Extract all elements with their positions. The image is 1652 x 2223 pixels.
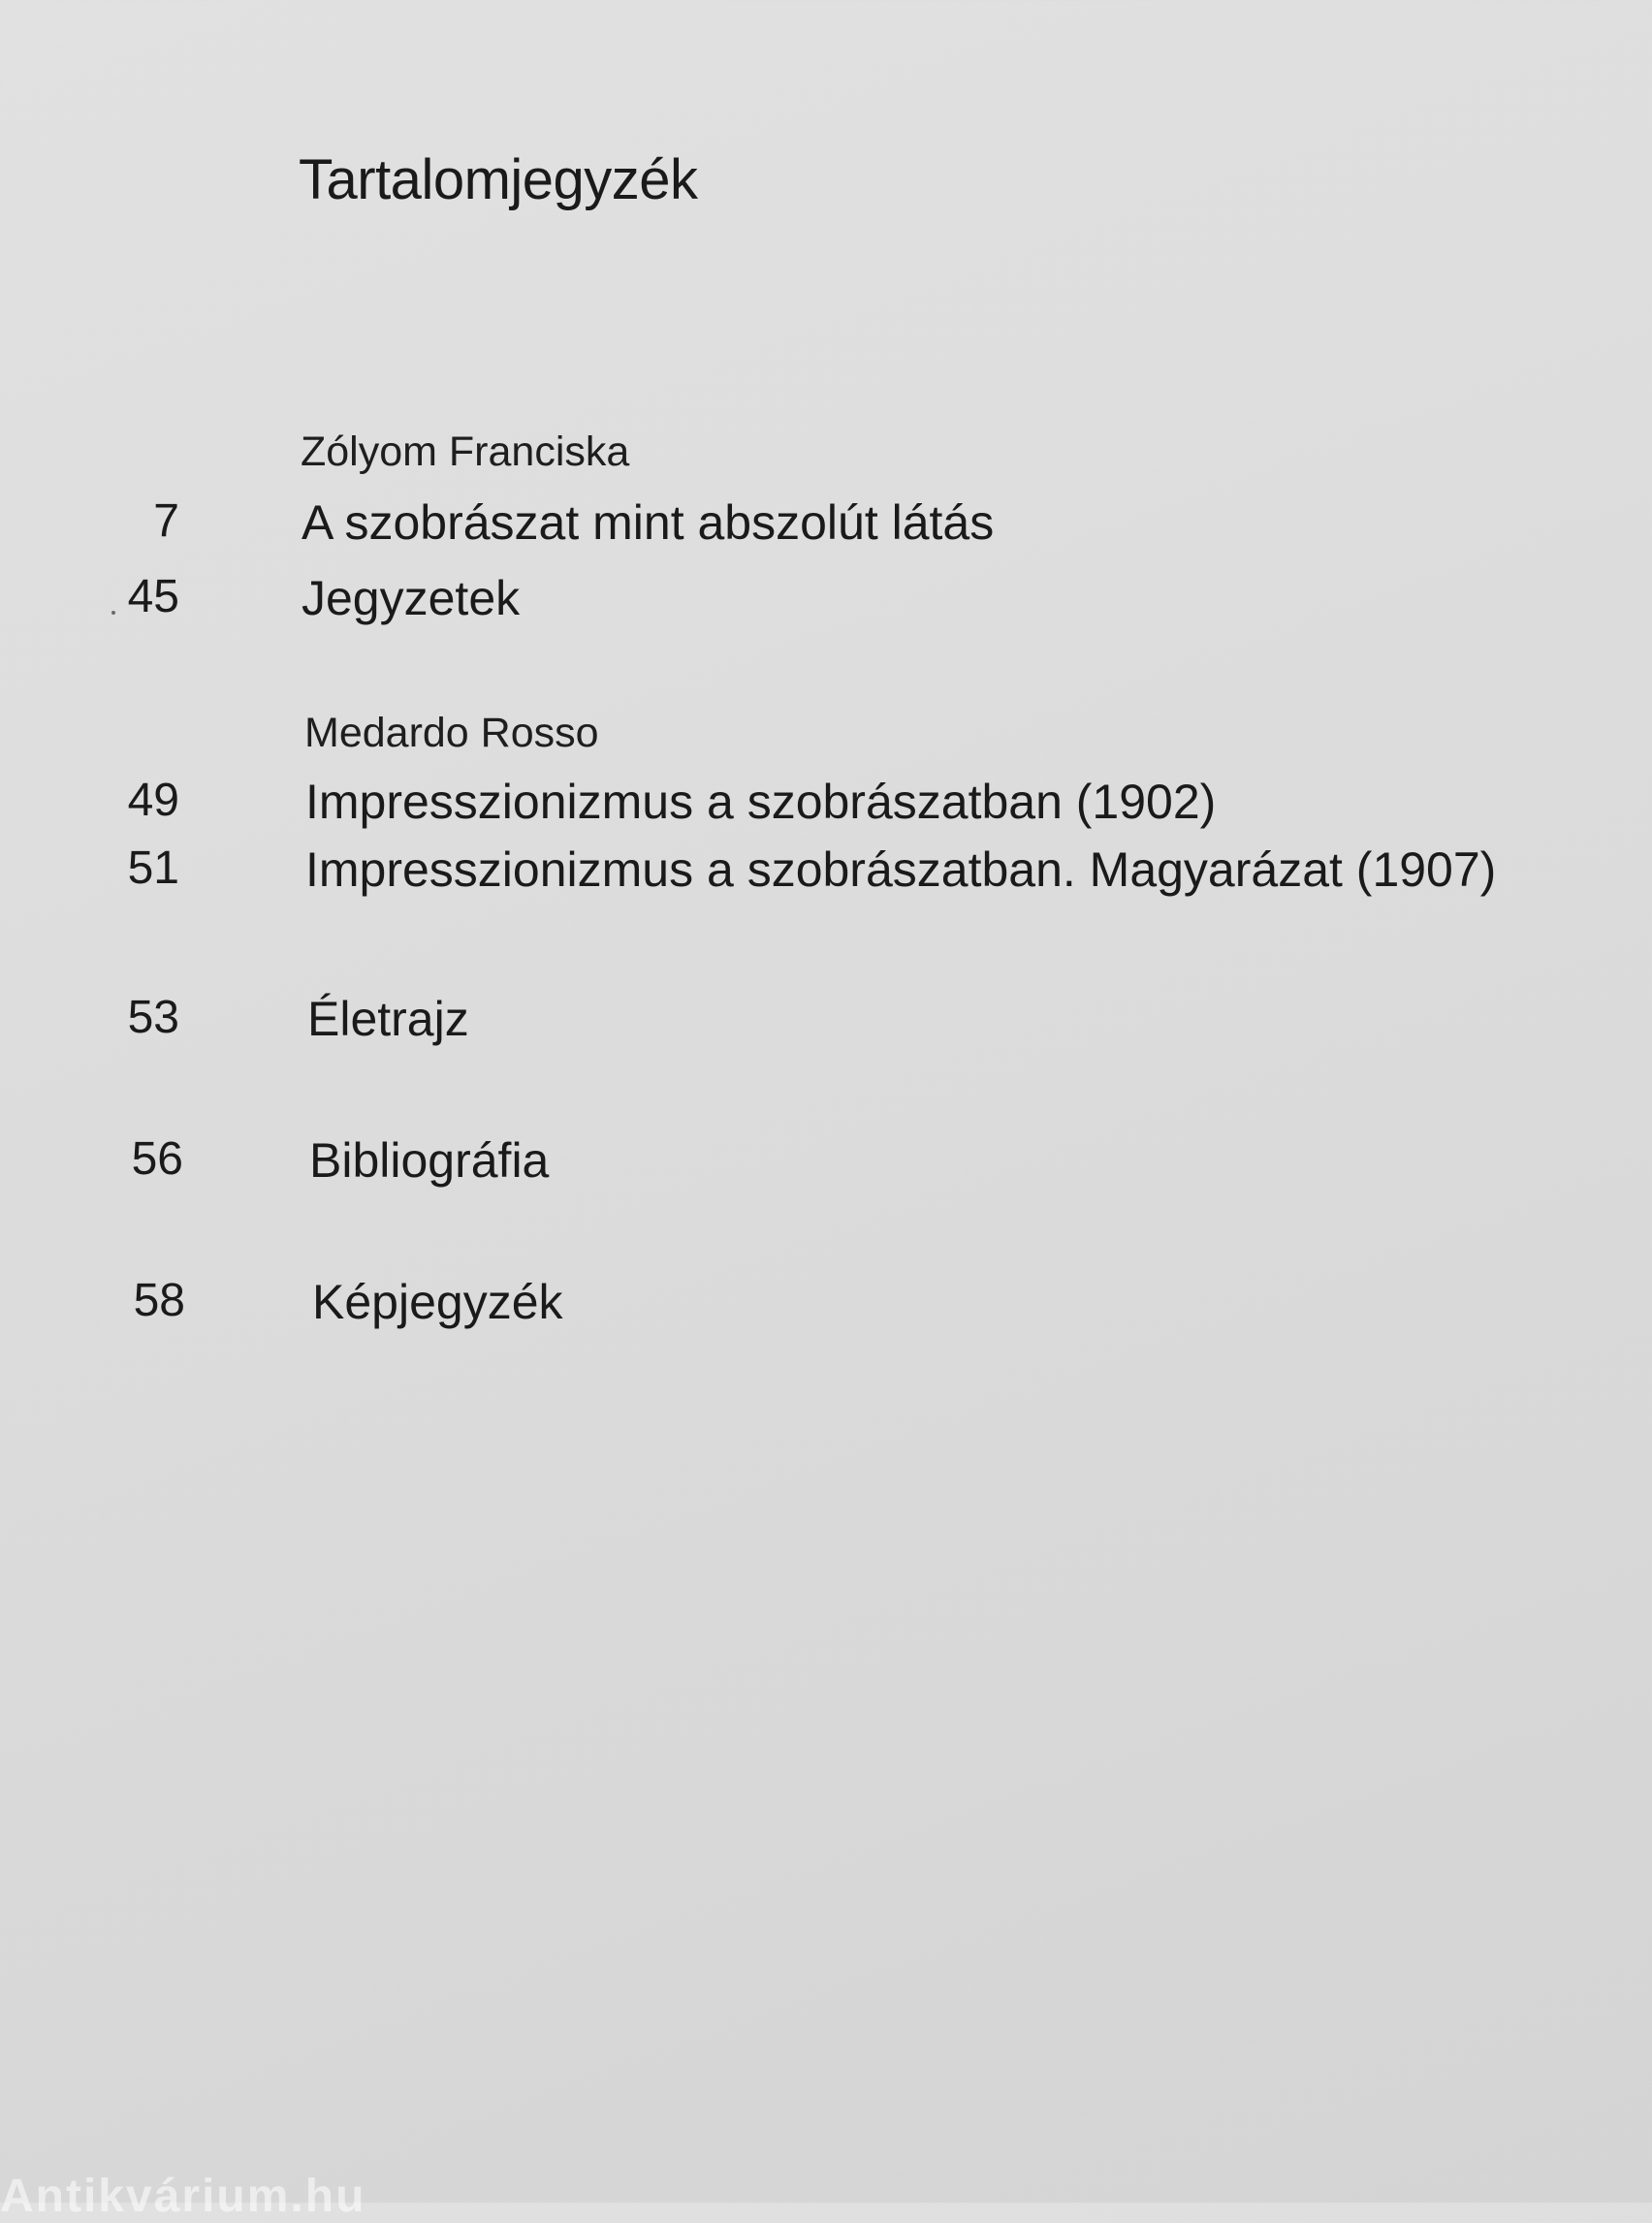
page-number: 49 <box>127 775 179 826</box>
toc-entry <box>0 774 1454 832</box>
page-number: 51 <box>127 842 179 894</box>
entry-title: Impresszionizmus a szobrászatban (1902) <box>305 775 1217 829</box>
page-number: 58 <box>133 1275 185 1326</box>
toc-entry <box>0 1274 1454 1332</box>
entry-title: Képjegyzék <box>312 1275 563 1329</box>
page-number: 45 <box>127 571 179 622</box>
toc-entry <box>0 570 1454 628</box>
toc-entry <box>0 494 1454 553</box>
watermark: Antikvárium.hu <box>0 2171 366 2222</box>
page-number: 7 <box>153 495 179 547</box>
section-author: Zólyom Franciska <box>301 429 630 475</box>
toc-entry <box>0 842 1497 900</box>
stray-dot <box>111 611 115 615</box>
entry-title: Bibliográfia <box>309 1133 550 1188</box>
page-number: 53 <box>127 992 179 1043</box>
entry-title: Impresszionizmus a szobrászatban. Magyarázat (1907) <box>305 842 1497 897</box>
toc-entry <box>0 1132 1454 1191</box>
entry-title: Életrajz <box>307 992 469 1046</box>
page-title: Tartalomjegyzék <box>299 148 698 211</box>
entry-title: Jegyzetek <box>302 571 521 625</box>
toc-entry <box>0 991 1454 1049</box>
entry-title: A szobrászat mint abszolút látás <box>302 495 995 550</box>
section-author: Medardo Rosso <box>304 710 599 756</box>
page-number: 56 <box>131 1133 183 1185</box>
